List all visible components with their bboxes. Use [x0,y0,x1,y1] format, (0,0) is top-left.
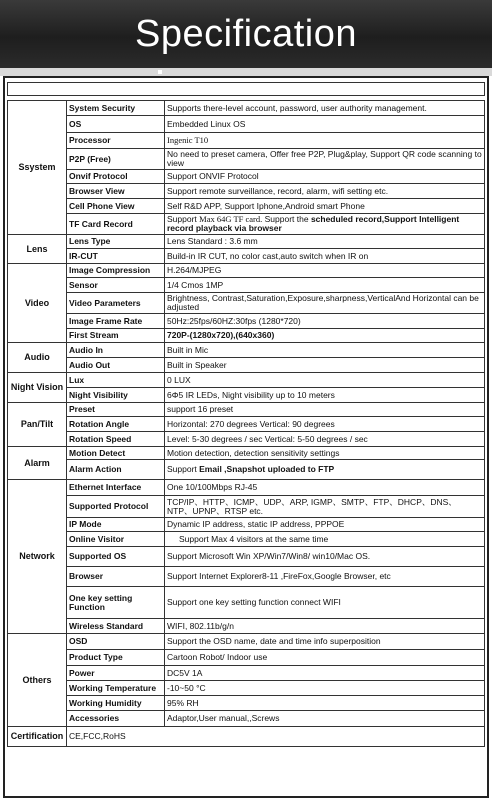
feature-label: Power [67,666,165,681]
strip-notch [158,70,162,74]
feature-label: Processor [67,133,165,149]
spec-row [8,447,485,460]
feature-label: Working Temperature [67,681,165,696]
spec-row [8,532,485,547]
value-text: Support ONVIF Protocol [167,171,259,181]
value-text: Support Internet Explorer8-11 ,FireFox,Google Browser, etc [167,571,391,581]
value-text: Dynamic IP address, static IP address, PPPOE [167,519,345,529]
category-label: Others [8,634,67,727]
spec-row [8,101,485,116]
feature-label: Product Type [67,650,165,666]
spec-table [7,100,485,747]
feature-label: Lens Type [67,235,165,249]
feature-label: Rotation Angle [67,417,165,432]
certification-label: Certification [8,727,67,747]
feature-value [165,264,485,278]
value-text: support 16 preset [167,404,234,414]
spec-row [8,358,485,373]
value-text: 0 LUX [167,374,191,385]
spec-row [8,666,485,681]
feature-label: Image Frame Rate [67,314,165,329]
value-text: Cartoon Robot/ Indoor use [167,652,268,662]
spec-row [8,567,485,587]
feature-label: Night Visibility [67,388,165,403]
feature-value [165,666,485,681]
category-label: Network [8,480,67,634]
spec-row [8,619,485,634]
header-strip [0,68,492,76]
feature-value [165,373,485,388]
value-text: 95% RH [167,697,199,708]
spec-row [8,547,485,567]
value-text: Embedded Linux OS [167,118,246,129]
feature-label: Wireless Standard [67,619,165,634]
feature-value [165,634,485,650]
category-label: Pan/Tilt [8,403,67,447]
spec-row [8,314,485,329]
value-bold: 720P-(1280x720),(640x360) [167,330,275,340]
feature-value [165,343,485,358]
feature-label: Sensor [67,278,165,293]
feature-label: Ethernet Interface [67,480,165,496]
feature-value [165,314,485,329]
category-label: Ssystem [8,101,67,235]
value-text: Build-in IR CUT, no color cast,auto switch when IR on [167,250,369,261]
spec-row [8,403,485,417]
value-text: H.264/MJPEG [167,265,222,275]
feature-value [165,619,485,634]
feature-value [165,432,485,447]
spec-row [8,170,485,184]
value-text: WIFI, 802.11b/g/n [167,620,234,631]
spec-row [8,214,485,235]
value-prefix: Support [167,214,200,224]
feature-label: Motion Detect [67,447,165,460]
feature-label: IP Mode [67,518,165,532]
spec-row [8,149,485,170]
spec-row [8,235,485,249]
feature-label: Accessories [67,711,165,727]
feature-value [165,133,485,149]
feature-value [165,199,485,214]
value-text: Motion detection, detection sensitivity settings [167,447,340,458]
value-text: Horizontal: 270 degrees Vertical: 90 degrees [167,418,335,429]
feature-value [165,696,485,711]
feature-label: TF Card Record [67,214,165,235]
value-text: Ingenic T10 [167,135,209,145]
feature-value [165,293,485,314]
category-label: Lens [8,235,67,264]
value-prefix: Support [167,464,200,474]
value-text: 1/4 Cmos 1MP [167,279,224,290]
value-text: TCP/IP、HTTP、ICMP、UDP、ARP, IGMP、SMTP、FTP、DHCP、DNS、NTP、UPNP、RTSP etc. [167,496,457,516]
feature-label: Supported OS [67,547,165,567]
spec-row [8,184,485,199]
feature-value [165,170,485,184]
value-bold: Email ,Snapshot uploaded to FTP [199,464,335,474]
feature-value [165,417,485,432]
spec-row [8,681,485,696]
value-text: Support Microsoft Win XP/Win7/Win8/ win10/Mac OS. [167,551,371,561]
feature-label: Preset [67,403,165,417]
value-text: Support Max 4 visitors at the same time [179,533,329,544]
value-text: 6Φ5 IR LEDs, Night visibility up to 10 meters [167,389,335,400]
feature-label: Supported Protocol [67,496,165,518]
feature-value [165,214,485,235]
feature-value [165,681,485,696]
header-banner [0,0,492,68]
category-label: Alarm [8,447,67,480]
feature-label: OS [67,116,165,133]
feature-value [165,278,485,293]
spec-top-box [7,82,485,96]
spec-row [8,587,485,619]
value-middle: Support the [262,214,311,224]
value-text: Support remote surveillance, record, alarm, wifi setting etc. [167,185,389,196]
feature-value [165,547,485,567]
spec-row [8,388,485,403]
spec-row [8,460,485,480]
feature-value [165,403,485,417]
feature-value [165,480,485,496]
spec-row [8,711,485,727]
value-text: DC5V 1A [167,667,203,678]
feature-value [165,249,485,264]
value-text: Lens Standard : 3.6 mm [167,236,258,246]
feature-label: System Security [67,101,165,116]
feature-value [165,460,485,480]
certification-section [8,727,485,747]
certification-row [8,727,485,747]
feature-value [165,447,485,460]
value-text: 50Hz:25fps/60HZ:30fps (1280*720) [167,315,301,326]
spec-sheet [3,76,489,798]
feature-value [165,567,485,587]
feature-label: Cell Phone View [67,199,165,214]
feature-label: Video Parameters [67,293,165,314]
feature-value [165,116,485,133]
value-text: Support one key setting function connect WIFI [167,597,341,607]
feature-label: Alarm Action [67,460,165,480]
feature-label: Browser View [67,184,165,199]
spec-row [8,634,485,650]
feature-label: IR-CUT [67,249,165,264]
feature-value [165,587,485,619]
value-text: Level: 5-30 degrees / sec Vertical: 5-50 degrees / sec [167,433,368,444]
feature-value [165,101,485,116]
spec-row [8,373,485,388]
spec-row [8,278,485,293]
spec-row [8,696,485,711]
value-text: -10~50 °C [167,682,206,693]
feature-label: OSD [67,634,165,650]
value-text: No need to preset camera, Offer free P2P, Plug&play, Support QR code scanning to view [167,149,482,168]
spec-row [8,343,485,358]
certification-value: CE,FCC,RoHS [67,727,485,747]
feature-value [165,388,485,403]
value-mono: Max 64G TF card. [199,214,263,224]
feature-label: Online Visitor [67,532,165,547]
spec-row [8,264,485,278]
spec-row [8,518,485,532]
page-title: Specification [135,12,357,55]
feature-value [165,184,485,199]
value-text: One 10/100Mbps RJ-45 [167,482,258,492]
feature-label: One key setting Function [67,587,165,619]
feature-value [165,496,485,518]
feature-label: Lux [67,373,165,388]
feature-label: Audio Out [67,358,165,373]
feature-label: First Stream [67,329,165,343]
feature-value [165,711,485,727]
feature-label: Audio In [67,343,165,358]
value-text: Brightness, Contrast,Saturation,Exposure,sharpness,VerticalAnd Horizontal can be adjusted [167,293,479,312]
value-text: Support the OSD name, date and time info superposition [167,636,381,646]
value-text: Self R&D APP, Support Iphone,Android smart Phone [167,200,365,211]
spec-table-body [8,101,485,727]
category-label: Night Vision [8,373,67,403]
spec-row [8,650,485,666]
spec-row [8,249,485,264]
value-bold: scheduled record,Support Intelligent record playback via browser [167,214,460,233]
spec-row [8,496,485,518]
feature-label: P2P (Free) [67,149,165,170]
feature-value [165,329,485,343]
value-text: Built in Speaker [167,359,227,370]
feature-label: Working Humidity [67,696,165,711]
feature-value [165,650,485,666]
value-text: Adaptor,User manual,,Screws [167,713,280,723]
feature-value [165,149,485,170]
spec-row [8,432,485,447]
spec-row [8,480,485,496]
spec-row [8,329,485,343]
value-text: Supports there-level account, password, user authority management. [167,102,427,113]
spec-row [8,199,485,214]
category-label: Video [8,264,67,343]
spec-row [8,133,485,149]
feature-label: Onvif Protocol [67,170,165,184]
feature-label: Image Compression [67,264,165,278]
spec-row [8,116,485,133]
feature-value [165,235,485,249]
value-text: Built in Mic [167,344,209,355]
category-label: Audio [8,343,67,373]
feature-value [165,518,485,532]
feature-label: Rotation Speed [67,432,165,447]
feature-value [165,532,485,547]
feature-value [165,358,485,373]
feature-label: Browser [67,567,165,587]
spec-row [8,417,485,432]
spec-row [8,293,485,314]
